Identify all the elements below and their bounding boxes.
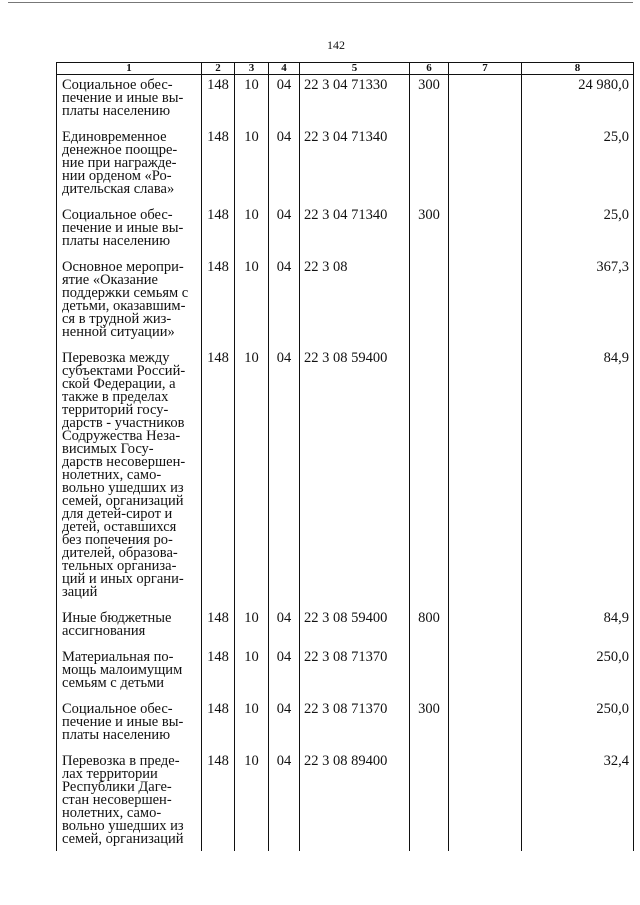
section-cell: 10 <box>235 751 269 851</box>
col7-cell <box>449 205 522 257</box>
admin-code-cell: 148 <box>202 348 235 608</box>
col7-cell <box>449 647 522 699</box>
expense-type-cell <box>410 127 449 205</box>
target-article-cell: 22 3 04 71330 <box>300 75 410 127</box>
subsection-cell: 04 <box>269 127 300 205</box>
admin-code-cell: 148 <box>202 257 235 348</box>
top-rule <box>8 2 633 3</box>
col7-cell <box>449 75 522 127</box>
admin-code-cell: 148 <box>202 699 235 751</box>
amount-cell: 250,0 <box>522 699 634 751</box>
expense-type-cell: 300 <box>410 75 449 127</box>
row-name: Иные бюджетные ассигнования <box>62 609 172 639</box>
section-cell: 10 <box>235 699 269 751</box>
amount-cell: 24 980,0 <box>522 75 634 127</box>
target-article-cell: 22 3 08 71370 <box>300 647 410 699</box>
admin-code-cell: 148 <box>202 751 235 851</box>
subsection-cell: 04 <box>269 608 300 647</box>
amount-cell: 84,9 <box>522 348 634 608</box>
section-cell: 10 <box>235 75 269 127</box>
row-name: Перевозка между субъектами Россий- ской Федерации, а также в пределах территорий госу- дарств - участников Содружества Неза- висимых Госу- дарств несовершен- нолетних, само- вольно ушедших из семей, организаций для детей-сирот и детей, оставшихся без попечения ро- дителей, образова- тельных организа- ций и иных органи- заций <box>62 349 186 600</box>
target-article-cell: 22 3 08 <box>300 257 410 348</box>
table-row <box>57 205 634 257</box>
table-row <box>57 127 634 205</box>
section-cell: 10 <box>235 348 269 608</box>
table-row <box>57 647 634 699</box>
subsection-cell: 04 <box>269 751 300 851</box>
admin-code-cell: 148 <box>202 608 235 647</box>
row-name-cell <box>57 608 202 647</box>
subsection-cell: 04 <box>269 75 300 127</box>
amount-cell: 25,0 <box>522 127 634 205</box>
expense-type-cell <box>410 647 449 699</box>
row-name-cell <box>57 647 202 699</box>
row-name: Социальное обес- печение и иные вы- платы населению <box>62 206 184 249</box>
amount-cell: 25,0 <box>522 205 634 257</box>
row-name-cell <box>57 257 202 348</box>
col7-cell <box>449 257 522 348</box>
table-row <box>57 699 634 751</box>
table-row <box>57 75 634 127</box>
target-article-cell: 22 3 08 89400 <box>300 751 410 851</box>
amount-cell: 32,4 <box>522 751 634 851</box>
expense-type-cell <box>410 751 449 851</box>
row-name: Перевозка в преде- лах территории Республики Даге- стан несовершен- нолетних, само- вольно ушедших из семей, организаций <box>62 752 184 847</box>
target-article-cell: 22 3 04 71340 <box>300 205 410 257</box>
row-name: Основное меропри- ятие «Оказание поддержки семьям с детьми, оказавшим- ся в трудной жиз- ненной ситуации» <box>62 258 189 340</box>
target-article-cell: 22 3 08 59400 <box>300 348 410 608</box>
section-cell: 10 <box>235 127 269 205</box>
admin-code-cell: 148 <box>202 647 235 699</box>
expense-type-cell: 300 <box>410 205 449 257</box>
page-number: 142 <box>327 38 345 52</box>
col7-cell <box>449 699 522 751</box>
table-row <box>57 751 634 851</box>
section-cell: 10 <box>235 205 269 257</box>
row-name: Социальное обес- печение и иные вы- платы населению <box>62 77 184 119</box>
column-header: 8 <box>522 63 634 75</box>
target-article-cell: 22 3 08 71370 <box>300 699 410 751</box>
expense-type-cell <box>410 257 449 348</box>
expense-type-cell <box>410 348 449 608</box>
table-row <box>57 608 634 647</box>
expense-type-cell: 300 <box>410 699 449 751</box>
amount-cell: 250,0 <box>522 647 634 699</box>
column-header: 5 <box>300 63 410 75</box>
section-cell: 10 <box>235 647 269 699</box>
target-article-cell: 22 3 04 71340 <box>300 127 410 205</box>
row-name-cell <box>57 348 202 608</box>
column-header: 2 <box>202 63 235 75</box>
row-name-cell <box>57 751 202 851</box>
subsection-cell: 04 <box>269 348 300 608</box>
row-name: Социальное обес- печение и иные вы- платы населению <box>62 700 184 743</box>
row-name-cell <box>57 205 202 257</box>
col7-cell <box>449 608 522 647</box>
admin-code-cell: 148 <box>202 127 235 205</box>
row-name: Материальная по- мощь малоимущим семьям с детьми <box>62 648 183 691</box>
row-name-cell <box>57 699 202 751</box>
table-header-row <box>57 63 634 75</box>
subsection-cell: 04 <box>269 205 300 257</box>
admin-code-cell: 148 <box>202 205 235 257</box>
section-cell: 10 <box>235 608 269 647</box>
column-header: 4 <box>269 63 300 75</box>
admin-code-cell: 148 <box>202 75 235 127</box>
row-name-cell <box>57 75 202 127</box>
col7-cell <box>449 751 522 851</box>
col7-cell <box>449 127 522 205</box>
row-name: Единовременное денежное поощре- ние при награжде- нии орденом «Ро- дительская слава» <box>62 128 178 197</box>
subsection-cell: 04 <box>269 257 300 348</box>
subsection-cell: 04 <box>269 647 300 699</box>
expense-type-cell: 800 <box>410 608 449 647</box>
subsection-cell: 04 <box>269 699 300 751</box>
budget-table <box>56 62 634 851</box>
section-cell: 10 <box>235 257 269 348</box>
amount-cell: 367,3 <box>522 257 634 348</box>
column-header: 1 <box>57 63 202 75</box>
target-article-cell: 22 3 08 59400 <box>300 608 410 647</box>
table-row <box>57 348 634 608</box>
column-header: 6 <box>410 63 449 75</box>
column-header: 3 <box>235 63 269 75</box>
col7-cell <box>449 348 522 608</box>
column-header: 7 <box>449 63 522 75</box>
table-row <box>57 257 634 348</box>
amount-cell: 84,9 <box>522 608 634 647</box>
row-name-cell <box>57 127 202 205</box>
